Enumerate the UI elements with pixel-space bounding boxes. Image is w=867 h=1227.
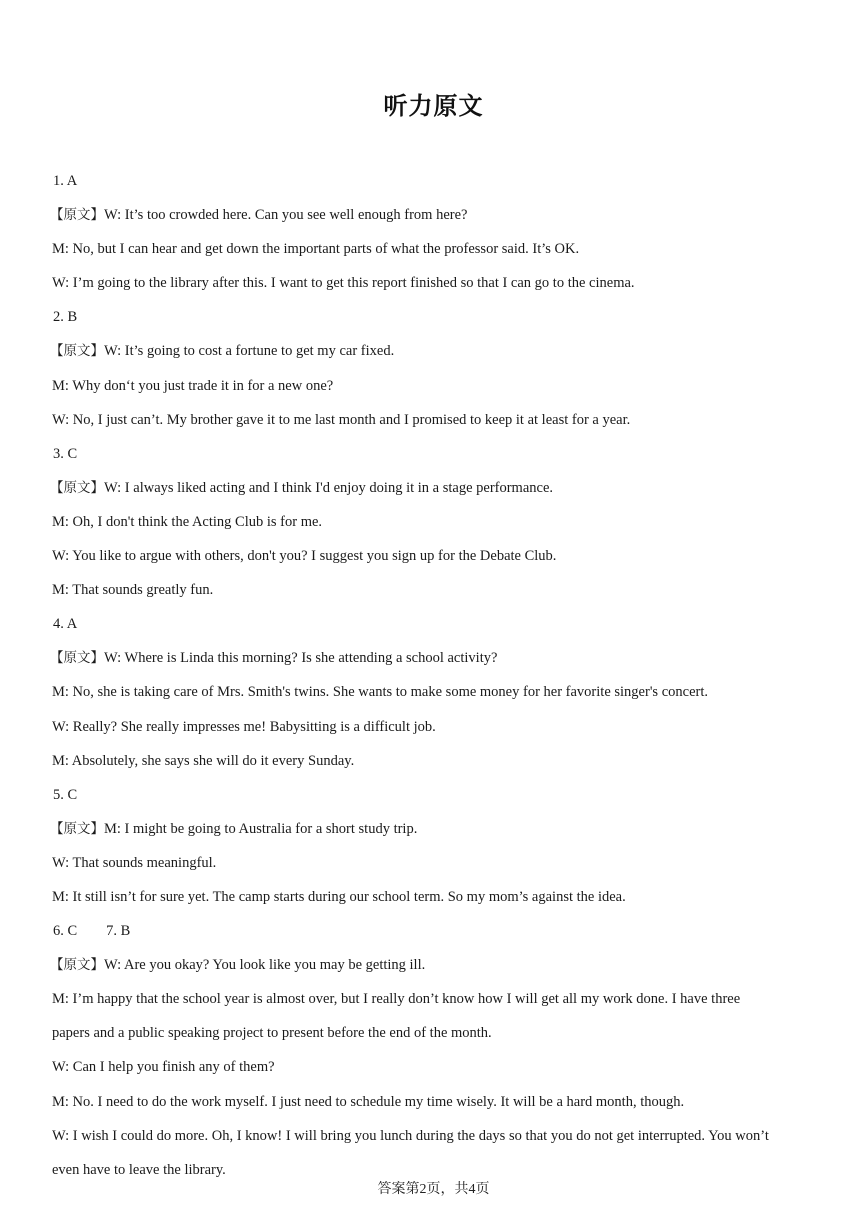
transcript-line xyxy=(52,1085,822,1119)
question-answer: 3. C xyxy=(53,445,78,462)
transcript-line xyxy=(52,334,822,368)
transcript-text: M: No, but I can hear and get down the important parts of what the professor said. It’s OK. xyxy=(52,241,580,258)
transcript-line xyxy=(52,744,822,778)
answer-key-line xyxy=(52,914,822,948)
transcript-text: M: Absolutely, she says she will do it every Sunday. xyxy=(52,752,355,769)
transcript-text: W: That sounds meaningful. xyxy=(52,854,217,871)
question-answer: 7. B xyxy=(106,923,131,940)
question-answer: 6. C xyxy=(53,923,78,940)
question-answer: 2. B xyxy=(53,309,78,326)
transcript-text: M: No, she is taking care of Mrs. Smith's twins. She wants to make some money for her favorite singer's concert. xyxy=(52,684,708,701)
transcript-text: W: It’s going to cost a fortune to get my car fixed. xyxy=(104,343,395,360)
transcript-text: W: Where is Linda this morning? Is she attending a school activity? xyxy=(104,650,498,667)
transcript-text: papers and a public speaking project to present before the end of the month. xyxy=(52,1025,492,1042)
answer-key-line xyxy=(52,437,822,471)
answer-key-line xyxy=(52,607,822,641)
transcript-label: 【原文】 xyxy=(50,207,104,224)
transcript-line xyxy=(52,1016,822,1050)
transcript-line xyxy=(52,232,822,266)
transcript-label: 【原文】 xyxy=(50,479,104,496)
question-answer: 1. A xyxy=(53,173,78,189)
transcript-line xyxy=(52,266,822,300)
transcript-text: W: Are you okay? You look like you may be getting ill. xyxy=(104,957,426,974)
transcript-text: M: No. I need to do the work myself. I just need to schedule my time wisely. It will be a hard month, though. xyxy=(52,1093,685,1110)
transcript-text: W: I always liked acting and I think I'd enjoy doing it in a stage performance. xyxy=(104,479,554,496)
transcript-text: W: Can I help you finish any of them? xyxy=(52,1059,275,1076)
page-title: 听力原文 xyxy=(383,92,484,120)
transcript-line xyxy=(52,573,822,607)
transcript-line xyxy=(52,641,822,675)
transcript-line xyxy=(52,198,822,232)
transcript-line xyxy=(52,710,822,744)
question-answer: 4. A xyxy=(53,616,78,633)
answer-key-line xyxy=(52,778,822,812)
transcript-line xyxy=(52,812,822,846)
question-answer: 5. C xyxy=(53,786,78,803)
transcript-line xyxy=(52,1119,822,1153)
transcript-line xyxy=(52,369,822,403)
transcript-line xyxy=(52,505,822,539)
transcript-content xyxy=(52,164,822,1187)
transcript-text: M: That sounds greatly fun. xyxy=(52,582,214,599)
transcript-line xyxy=(52,675,822,709)
transcript-text: W: I wish I could do more. Oh, I know! I will bring you lunch during the days so that you do not get interrupted. You won’t xyxy=(52,1127,769,1144)
transcript-text: W: Really? She really impresses me! Babysitting is a difficult job. xyxy=(52,718,436,735)
transcript-text: W: No, I just can’t. My brother gave it to me last month and I promised to keep it at least for a year. xyxy=(52,411,631,428)
transcript-line xyxy=(52,1050,822,1084)
transcript-line xyxy=(52,539,822,573)
transcript-line xyxy=(52,982,822,1016)
transcript-text: M: I’m happy that the school year is almost over, but I really don’t know how I will get all my work done. I have three xyxy=(52,991,741,1008)
transcript-line xyxy=(52,948,822,982)
transcript-line xyxy=(52,846,822,880)
transcript-text: M: It still isn’t for sure yet. The camp starts during our school term. So my mom’s against the idea. xyxy=(52,888,626,905)
transcript-text: even have to leave the library. xyxy=(52,1161,226,1178)
transcript-text: M: Oh, I don't think the Acting Club is for me. xyxy=(52,513,323,530)
transcript-text: W: You like to argue with others, don't you? I suggest you sign up for the Debate Club. xyxy=(52,548,557,565)
answer-key-line xyxy=(52,164,822,198)
transcript-label: 【原文】 xyxy=(50,820,104,837)
transcript-label: 【原文】 xyxy=(50,650,104,667)
transcript-label: 【原文】 xyxy=(50,957,104,974)
transcript-text: W: I’m going to the library after this. I want to get this report finished so that I can go to the cinema. xyxy=(52,275,635,292)
transcript-text: M: Why don‘t you just trade it in for a new one? xyxy=(52,377,334,394)
transcript-label: 【原文】 xyxy=(50,343,104,360)
transcript-line xyxy=(52,471,822,505)
transcript-text: M: I might be going to Australia for a short study trip. xyxy=(104,820,418,837)
page-footer: 答案第2页，共4页 xyxy=(377,1182,490,1197)
answer-key-line xyxy=(52,300,822,334)
transcript-text: W: It’s too crowded here. Can you see well enough from here? xyxy=(104,207,468,224)
transcript-line xyxy=(52,403,822,437)
transcript-line xyxy=(52,880,822,914)
